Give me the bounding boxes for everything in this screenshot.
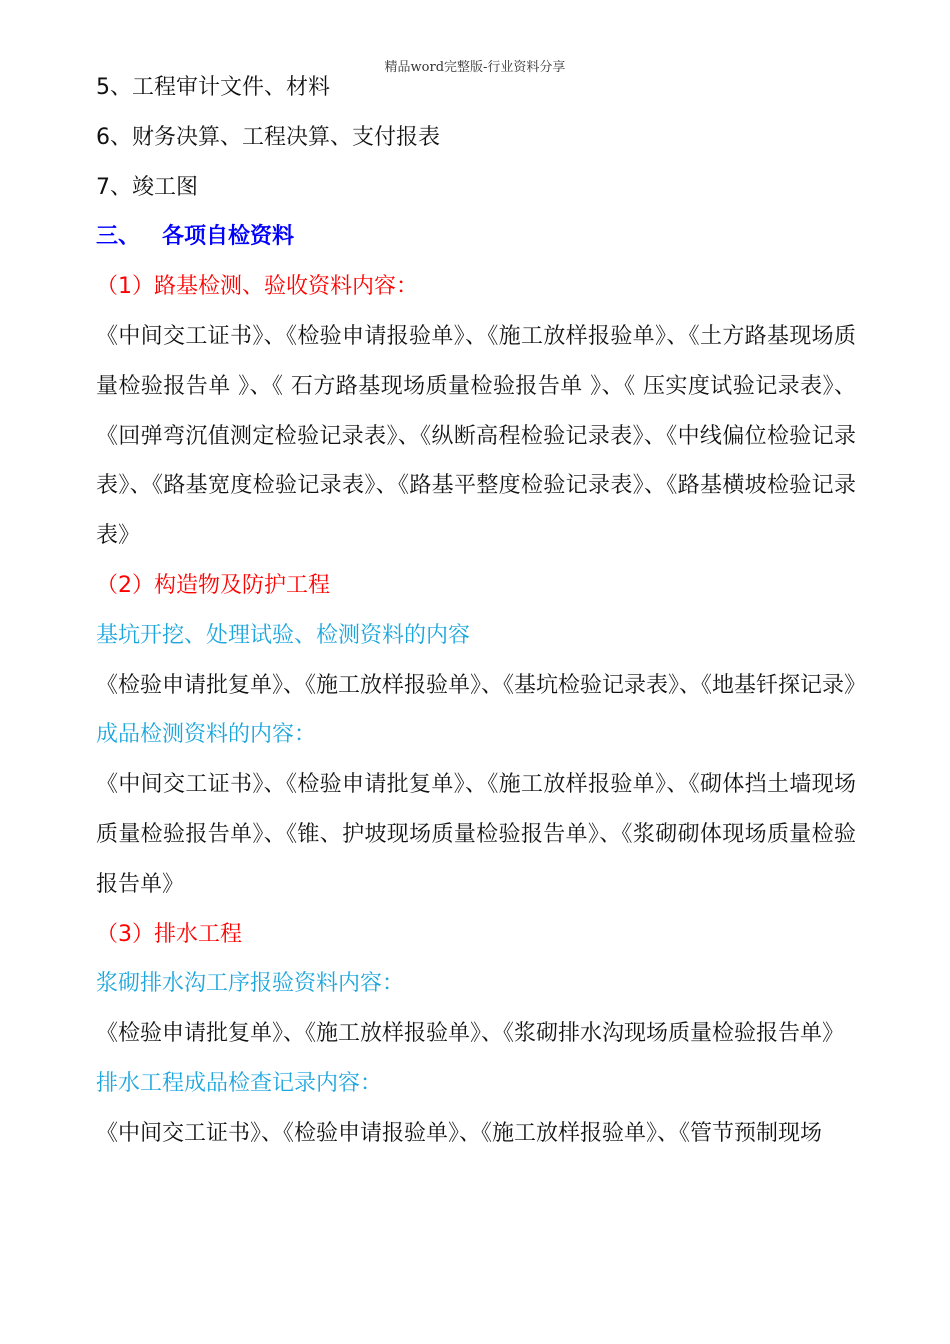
subsection-heading-3: （3）排水工程 — [96, 921, 242, 947]
section-title: 各项自检资料 — [162, 224, 295, 250]
subsection-heading-1: （1）路基检测、验收资料内容： — [96, 274, 418, 300]
page-header: 精品word完整版-行业资料分享 — [384, 60, 566, 75]
document-body — [96, 63, 867, 1159]
subheading-drainage-inspection: 排水工程成品检查记录内容： — [96, 1070, 383, 1096]
paragraph-roadbed-docs: 《中间交工证书》、《检验申请报验单》、《施工放样报验单》、《土方路基现场质量检验报告单 》、《 石方路基现场质量检验报告单 》、《 压实度试验记录表》、《回弹弯沉值测定检验记录表》、《纵断高程检验记录表》、《中线偏位检验记录表》、《路基宽度检验记录表》、《路基平整度检验记录表》、《路基横坡检验记录表》 — [96, 323, 856, 549]
subheading-drainage-ditch: 浆砌排水沟工序报验资料内容： — [96, 971, 405, 997]
paragraph-foundation-pit-docs: 《检验申请批复单》、《施工放样报验单》、《基坑检验记录表》、《地基钎探记录》 — [96, 672, 867, 698]
paragraph-finished-product-docs: 《中间交工证书》、《检验申请批复单》、《施工放样报验单》、《砌体挡土墙现场质量检验报告单》、《锥、护坡现场质量检验报告单》、《浆砌砌体现场质量检验报告单》 — [96, 772, 856, 897]
section-heading — [96, 212, 856, 262]
list-item-6: 6、财务决算、工程决算、支付报表 — [96, 124, 440, 150]
section-number: 三、 — [96, 224, 141, 250]
paragraph-drainage-inspection-docs: 《中间交工证书》、《检验申请报验单》、《施工放样报验单》、《管节预制现场 — [96, 1120, 823, 1146]
paragraph-drainage-ditch-docs: 《检验申请批复单》、《施工放样报验单》、《浆砌排水沟现场质量检验报告单》 — [96, 1021, 845, 1047]
subsection-heading-2: （2）构造物及防护工程 — [96, 572, 330, 598]
list-item-5: 5、工程审计文件、材料 — [96, 75, 330, 100]
subheading-foundation-pit: 基坑开挖、处理试验、检测资料的内容 — [96, 622, 471, 648]
list-item-7: 7、竣工图 — [96, 174, 198, 200]
subheading-finished-product: 成品检测资料的内容： — [96, 722, 317, 748]
